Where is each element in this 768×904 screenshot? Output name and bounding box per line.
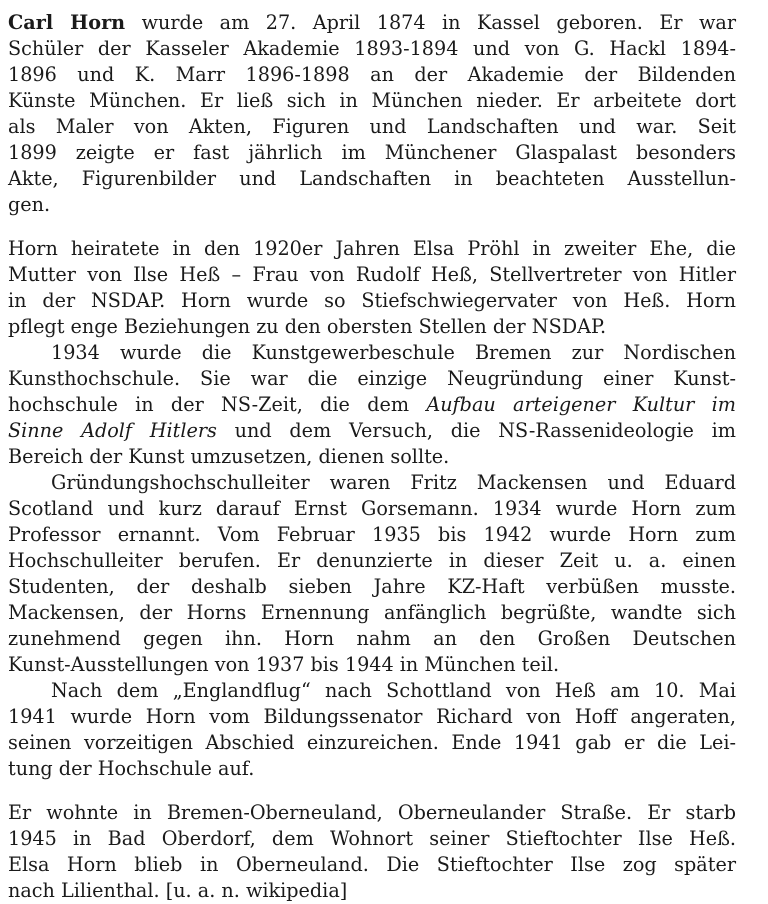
- text-line: [8, 418, 736, 444]
- text-line: Studenten, der deshalb sieben Jahre KZ-Haft verbüßen musste.: [8, 575, 736, 598]
- text-line: 1934 wurde die Kunstgewerbeschule Bremen zur Nordischen: [51, 341, 736, 364]
- text-line: seinen vorzeitigen Abschied einzureichen. Ende 1941 gab er die Lei-: [8, 731, 736, 754]
- text-line: Akte, Figurenbilder und Landschaften in beachteten Ausstellun-: [8, 167, 736, 190]
- text-line: [8, 10, 736, 36]
- text-line: Gründungshochschulleiter waren Fritz Mackensen und Eduard: [51, 471, 736, 494]
- text-line: Er wohnte in Bremen-Oberneuland, Oberneulander Straße. Er starb: [8, 801, 736, 824]
- text-line: Bereich der Kunst umzusetzen, dienen sollte.: [8, 445, 450, 468]
- text-line: 1899 zeigte er fast jährlich im Münchener Glaspalast besonders: [8, 141, 736, 164]
- text-line: nach Lilienthal. [u. a. n. wikipedia]: [8, 879, 348, 902]
- text-line: Kunsthochschule. Sie war die einzige Neugründung einer Kunst-: [8, 367, 736, 390]
- text-run: und dem Versuch, die NS-Rassenideologie im: [216, 419, 736, 442]
- paragraph-biography: [8, 10, 736, 218]
- paragraph-gap: [8, 782, 736, 800]
- text-line: Kunst-Ausstellungen von 1937 bis 1944 in München teil.: [8, 653, 560, 676]
- text-line: gen.: [8, 193, 51, 216]
- text-line: 1941 wurde Horn vom Bildungssenator Richard von Hoff angeraten,: [8, 705, 736, 728]
- text-line: Schüler der Kasseler Akademie 1893-1894 und von G. Hackl 1894-: [8, 37, 736, 60]
- text-run: hochschule in der NS-Zeit, die dem: [8, 393, 427, 416]
- paragraph-later-life: [8, 800, 736, 904]
- text-line: [8, 392, 736, 418]
- paragraph-gap: [8, 218, 736, 236]
- document-page: [8, 10, 736, 904]
- text-line: als Maler von Akten, Figuren und Landschaften und war. Seit: [8, 115, 736, 138]
- text-line: in der NSDAP. Horn wurde so Stiefschwiegervater von Heß. Horn: [8, 289, 736, 312]
- text-line: Elsa Horn blieb in Oberneuland. Die Stieftochter Ilse zog später: [8, 853, 736, 876]
- text-line: Künste München. Er ließ sich in München nieder. Er arbeitete dort: [8, 89, 736, 112]
- paragraph-ns-period: [8, 236, 736, 782]
- text-line: Professor ernannt. Vom Februar 1935 bis 1942 wurde Horn zum: [8, 523, 736, 546]
- text-line: Horn heiratete in den 1920er Jahren Elsa Pröhl in zweiter Ehe, die: [8, 237, 736, 260]
- text-line: tung der Hochschule auf.: [8, 757, 255, 780]
- italic-quote: Aufbau arteigener Kultur im: [426, 393, 736, 416]
- text-line: 1945 in Bad Oberdorf, dem Wohnort seiner Stieftochter Ilse Heß.: [8, 827, 736, 850]
- text-line: Hochschulleiter berufen. Er denunzierte in dieser Zeit u. a. einen: [8, 549, 736, 572]
- text-line: Mutter von Ilse Heß – Frau von Rudolf Heß, Stellvertreter von Hitler: [8, 263, 736, 286]
- text-line: Mackensen, der Horns Ernennung anfänglich begrüßte, wandte sich: [8, 601, 736, 624]
- text-line: pflegt enge Beziehungen zu den obersten Stellen der NSDAP.: [8, 315, 607, 338]
- text-line: 1896 und K. Marr 1896-1898 an der Akademie der Bildenden: [8, 63, 736, 86]
- text-line: Nach dem „Englandflug“ nach Schottland von Heß am 10. Mai: [51, 679, 736, 702]
- text-run: wurde am 27. April 1874 in Kassel geboren. Er war: [125, 11, 736, 34]
- text-line: zunehmend gegen ihn. Horn nahm an den Großen Deutschen: [8, 627, 736, 650]
- italic-quote: Sinne Adolf Hitlers: [8, 419, 217, 442]
- person-name: Carl Horn: [8, 11, 126, 34]
- text-line: Scotland und kurz darauf Ernst Gorsemann. 1934 wurde Horn zum: [8, 497, 736, 520]
